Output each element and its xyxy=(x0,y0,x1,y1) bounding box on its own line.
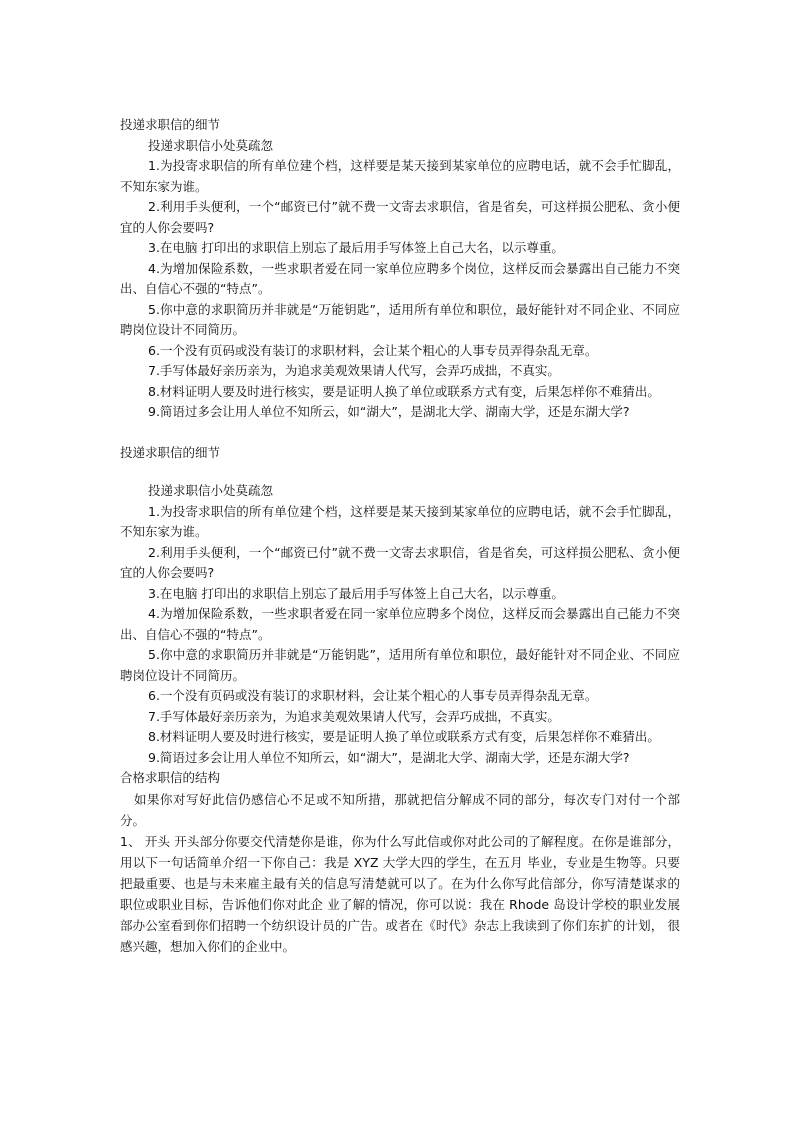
section-3-point-1: 1、 开头 开头部分你要交代清楚你是谁，你为什么写此信或你对此公司的了解程度。在你是谁部分，用以下一句话简单介绍一下你自己：我是 XYZ 大学大四的学生，在五月 毕业，专业是生物等。只要把最重要、也是与未来雇主最有关的信息写清楚就可以了。在为什么你写此信部分，你写清楚谋求的职位或职业目标，告诉他们你对此企 业了解的情况，你可以说：我在 Rhode 岛设计学校的职业发展部办公室看到你们招聘一个纺织设计员的广告。或者在《时代》杂志上我读到了你们东扩的计划， 很感兴趣，想加入你们的企业中。 xyxy=(120,833,680,954)
s1-item-5: 5.你中意的求职简历并非就是“万能钥匙”，适用所有单位和职位，最好能针对不同企业、不同应聘岗位设计不同简历。 xyxy=(120,301,680,337)
s2-item-2: 2.利用手头便利，一个“邮资已付”就不费一文寄去求职信，省是省矣，可这样损公肥私、贪小便宜的人你会要吗? xyxy=(120,544,680,580)
s1-item-7: 7.手写体最好亲历亲为，为追求美观效果请人代写，会弄巧成拙，不真实。 xyxy=(148,363,560,378)
section-3-intro: 如果你对写好此信仍感信心不足或不知所措，那就把信分解成不同的部分，每次专门对付一个部分。 xyxy=(120,791,680,828)
s1-item-2: 2.利用手头便利，一个“邮资已付”就不费一文寄去求职信，省是省矣，可这样损公肥私、贪小便宜的人你会要吗? xyxy=(120,199,680,235)
section-3-title: 合格求职信的结构 xyxy=(120,770,221,785)
s1-item-9: 9.简语过多会让用人单位不知所云，如“湖大”，是湖北大学、湖南大学，还是东湖大学? xyxy=(148,404,630,419)
s2-item-1: 1.为投寄求职信的所有单位建个档，这样要是某天接到某家单位的应聘电话，就不会手忙脚乱，不知东家为谁。 xyxy=(120,503,680,539)
s1-item-1: 1.为投寄求职信的所有单位建个档，这样要是某天接到某家单位的应聘电话，就不会手忙脚乱，不知东家为谁。 xyxy=(120,158,680,194)
section-1-title: 投递求职信的细节 xyxy=(120,117,221,132)
s2-item-7: 7.手写体最好亲历亲为，为追求美观效果请人代写，会弄巧成拙，不真实。 xyxy=(148,708,560,724)
s2-item-8: 8.材料证明人要及时进行核实，要是证明人换了单位或联系方式有变，后果怎样你不难猜出。 xyxy=(148,729,660,744)
spacer xyxy=(120,423,680,443)
s2-item-6: 6.一个没有页码或没有装订的求职材料，会让某个粗心的人事专员弄得杂乱无章。 xyxy=(148,688,598,703)
section-2-subtitle: 投递求职信小处莫疏忽 xyxy=(148,483,274,498)
s1-item-8: 8.材料证明人要及时进行核实，要是证明人换了单位或联系方式有变，后果怎样你不难猜出。 xyxy=(148,383,660,399)
s1-item-3: 3.在电脑 打印出的求职信上别忘了最后用手写体签上自己大名，以示尊重。 xyxy=(148,240,564,255)
s2-item-3: 3.在电脑 打印出的求职信上别忘了最后用手写体签上自己大名，以示尊重。 xyxy=(148,585,564,601)
s2-item-9: 9.简语过多会让用人单位不知所云，如“湖大”，是湖北大学、湖南大学，还是东湖大学? xyxy=(148,749,630,765)
document-page xyxy=(120,115,680,957)
s2-item-4: 4.为增加保险系数，一些求职者爱在同一家单位应聘多个岗位，这样反而会暴露出自己能力不突出、自信心不强的“特点”。 xyxy=(120,606,680,642)
spacer xyxy=(120,463,680,481)
section-2-title: 投递求职信的细节 xyxy=(120,444,221,460)
s1-item-4: 4.为增加保险系数，一些求职者爱在同一家单位应聘多个岗位，这样反而会暴露出自己能力不突出、自信心不强的“特点”。 xyxy=(120,260,680,296)
s1-item-6: 6.一个没有页码或没有装订的求职材料，会让某个粗心的人事专员弄得杂乱无章。 xyxy=(148,342,598,358)
section-1-subtitle: 投递求职信小处莫疏忽 xyxy=(148,137,274,153)
s2-item-5: 5.你中意的求职简历并非就是“万能钥匙”，适用所有单位和职位，最好能针对不同企业、不同应聘岗位设计不同简历。 xyxy=(120,647,680,683)
